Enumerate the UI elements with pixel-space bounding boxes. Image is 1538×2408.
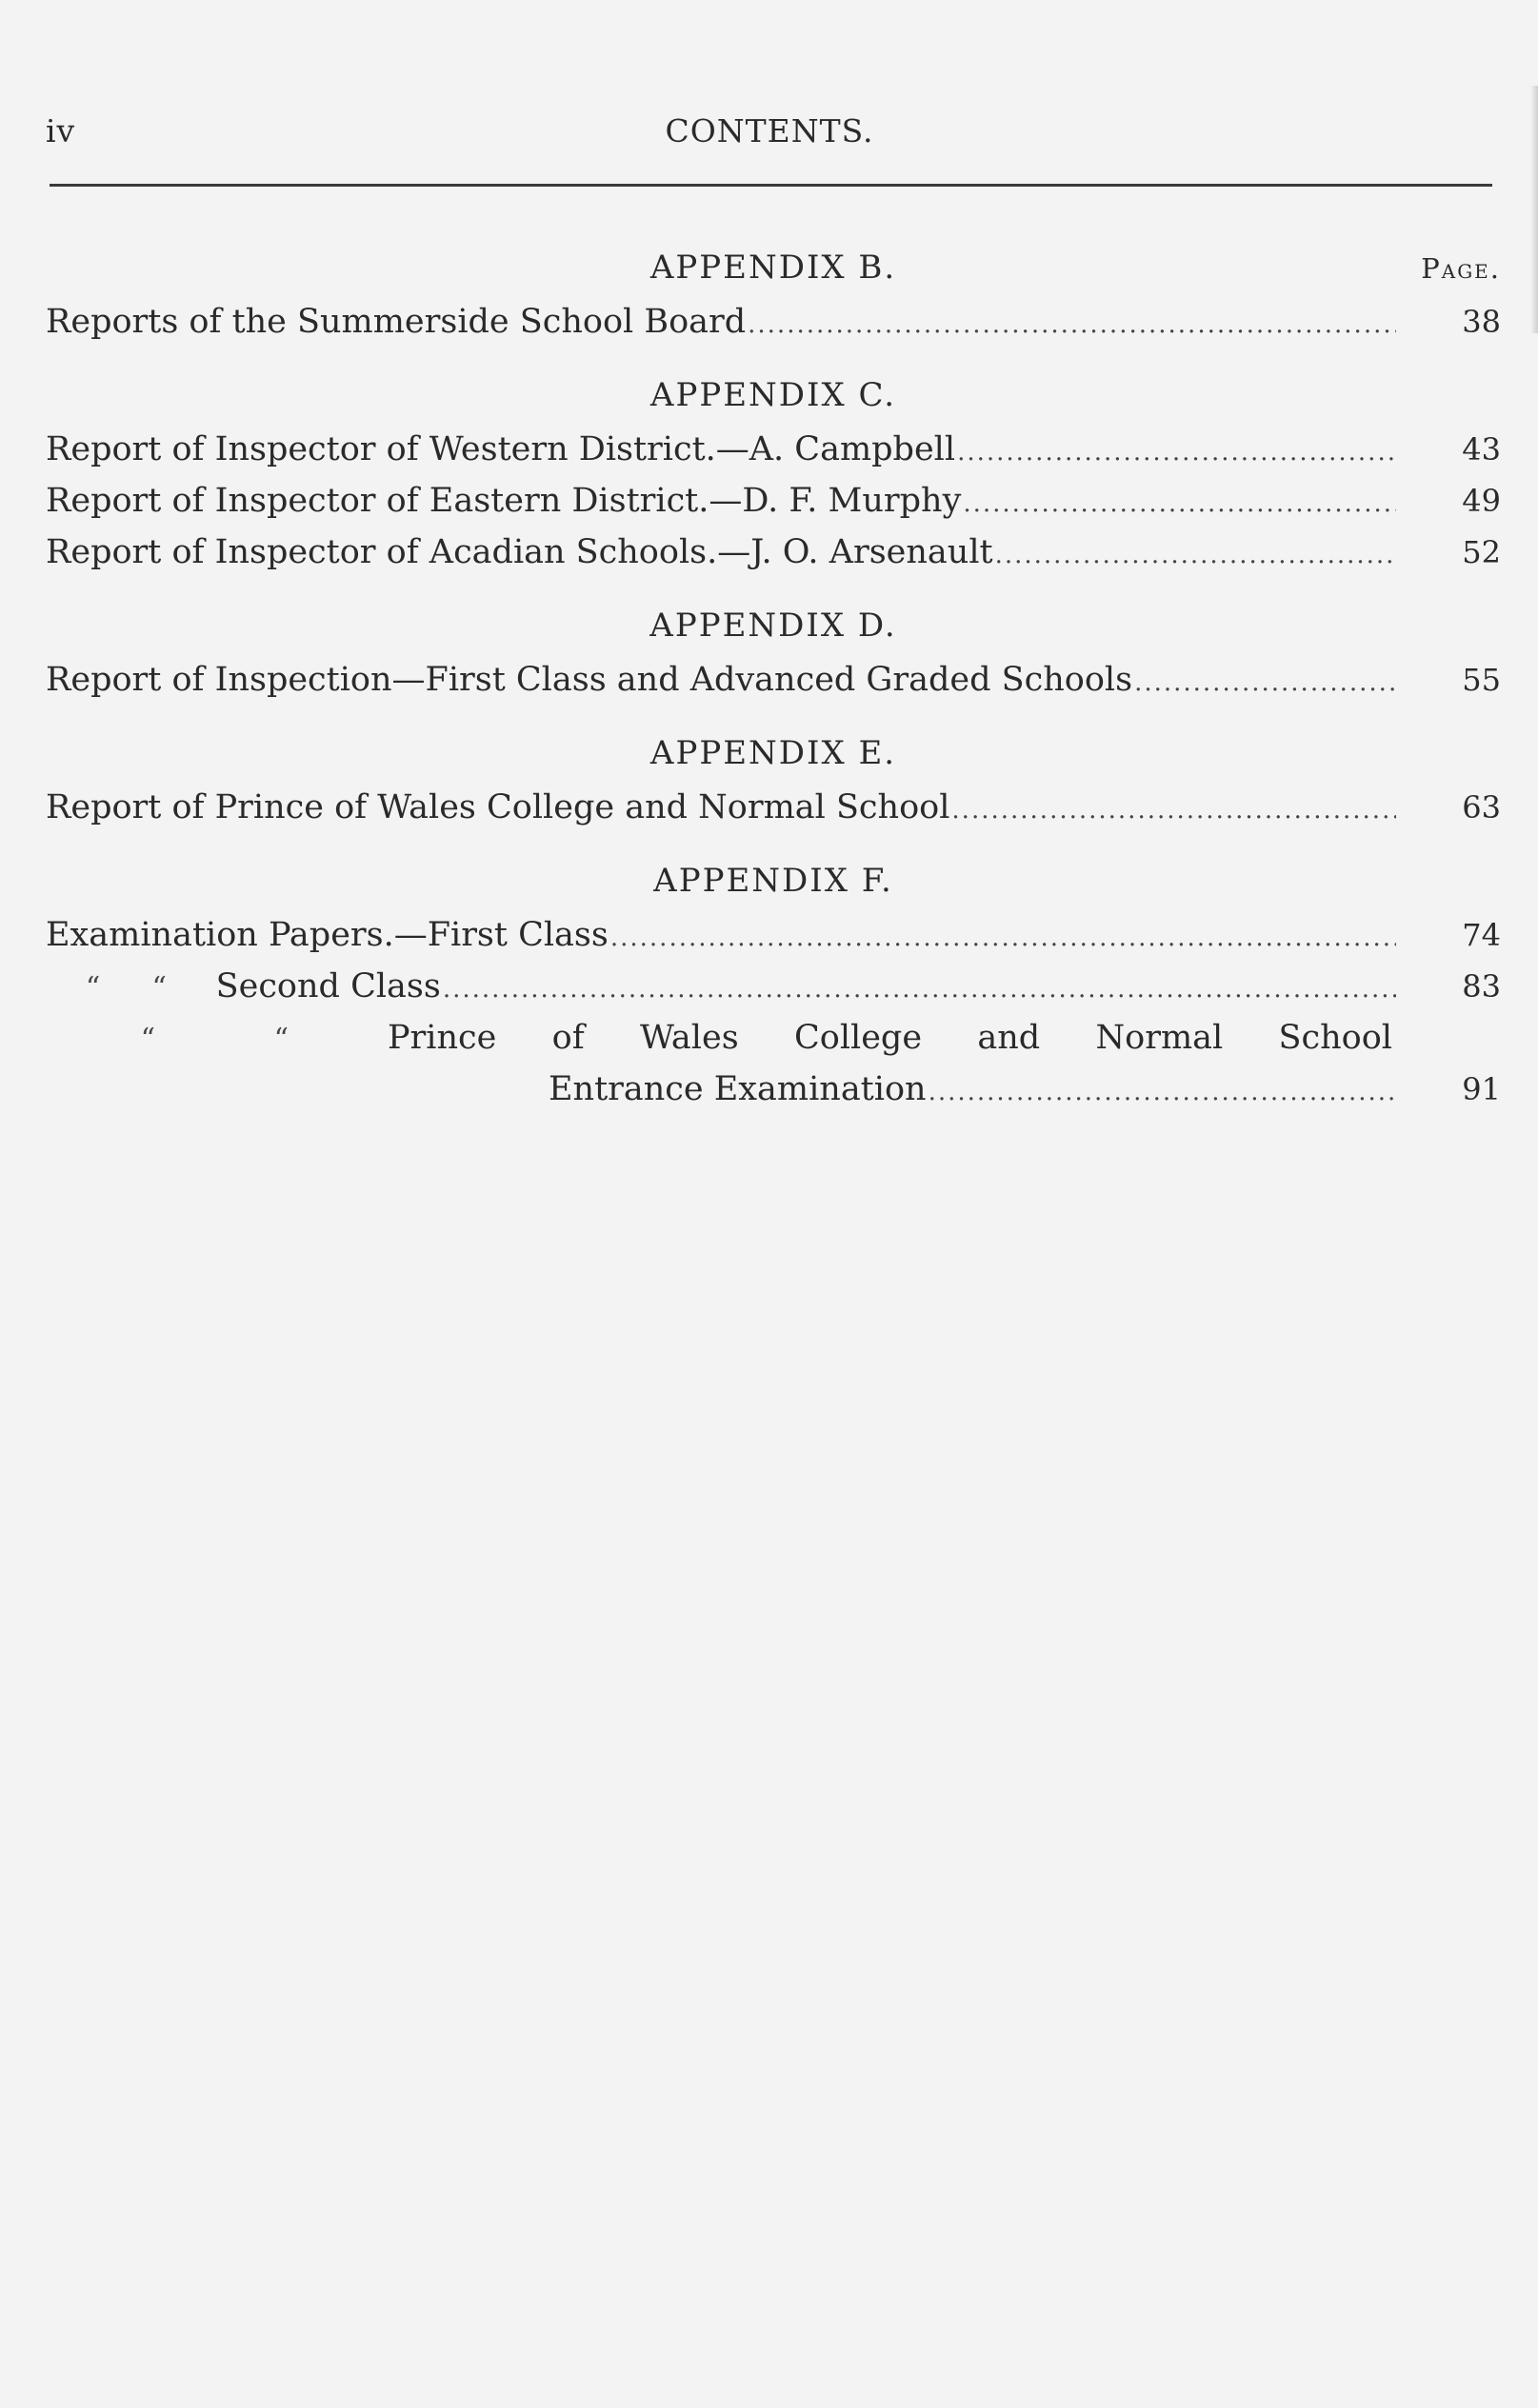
section-title: APPENDIX B. [649,249,897,287]
title-word: and [977,1019,1041,1057]
toc-entry-title: Report of Inspector of Acadian Schools.—J. O. Arsenault [46,533,993,571]
dot-leader [748,299,1396,350]
toc-entry-title: Entrance Examination [549,1070,927,1108]
section-heading-appendix-f [46,856,1501,909]
toc-entry-title: Report of Inspector of Western District.—A. Campbell [46,430,956,468]
toc-entry-title [388,1012,1396,1064]
dot-leader [443,964,1396,1015]
dot-leader [963,478,1396,529]
toc-entry-title: Report of Inspection—First Class and Advanced Graded Schools [46,661,1133,699]
section-heading-appendix-c [46,370,1501,424]
title-word: Wales [640,1019,739,1057]
toc-entry[interactable] [46,1012,1501,1064]
dot-leader [929,1066,1396,1118]
header-rule [50,184,1492,187]
toc-entry-continuation[interactable] [46,1064,1501,1115]
page-number: iv [46,112,76,149]
toc-entry-title: Examination Papers.—First Class [46,916,609,954]
title-word: Normal [1095,1019,1224,1057]
section-heading-appendix-d [46,601,1501,654]
title-word: Prince [388,1019,497,1057]
section-heading-appendix-b [46,243,1501,296]
ditto-mark: “ [151,971,167,1005]
toc-entry-title: Report of Inspector of Eastern District.—D. F. Murphy [46,482,962,520]
toc-entry-page: 55 [1462,662,1501,698]
toc-entry-page: 49 [1462,483,1501,519]
toc-entry-page: 43 [1462,431,1501,468]
toc-entry[interactable] [46,296,1501,348]
toc-entry-page: 91 [1462,1071,1501,1107]
toc-entry-title: Reports of the Summerside School Board [46,303,747,341]
page-title: CONTENTS. [665,112,874,149]
toc-entry[interactable] [46,424,1501,475]
title-word: School [1278,1019,1392,1057]
dot-leader [957,427,1396,478]
toc-entry[interactable] [46,961,1501,1012]
page-edge-shadow [1530,86,1538,333]
page-column-label: Page. [1421,252,1501,285]
section-title: APPENDIX C. [649,376,897,414]
toc-entry[interactable] [46,527,1501,578]
toc-entry-page: 63 [1462,789,1501,826]
toc-entry-page: 38 [1462,304,1501,340]
title-word: of [551,1019,585,1057]
toc-entry[interactable] [46,782,1501,833]
dot-leader [610,912,1396,964]
section-title: APPENDIX D. [649,607,897,645]
section-heading-appendix-e [46,728,1501,782]
toc-entry-title: Report of Prince of Wales College and Normal School [46,788,950,826]
running-header [46,112,1493,150]
toc-entry-page: 83 [1462,968,1501,1005]
ditto-mark: “ [85,971,101,1005]
toc-entry-page: 74 [1462,917,1501,953]
ditto-mark: “ [140,1023,155,1056]
toc-entry[interactable] [46,654,1501,706]
ditto-mark: “ [273,1023,289,1056]
toc-entry[interactable] [46,475,1501,527]
dot-leader [951,785,1396,836]
table-of-contents [46,243,1501,1115]
section-title: APPENDIX F. [653,862,893,900]
title-word: College [793,1019,923,1057]
toc-entry-page: 52 [1462,534,1501,570]
section-title: APPENDIX E. [649,734,897,772]
dot-leader [995,529,1396,581]
dot-leader [1134,657,1396,708]
toc-entry[interactable] [46,909,1501,961]
toc-entry-title: Second Class [215,967,441,1005]
